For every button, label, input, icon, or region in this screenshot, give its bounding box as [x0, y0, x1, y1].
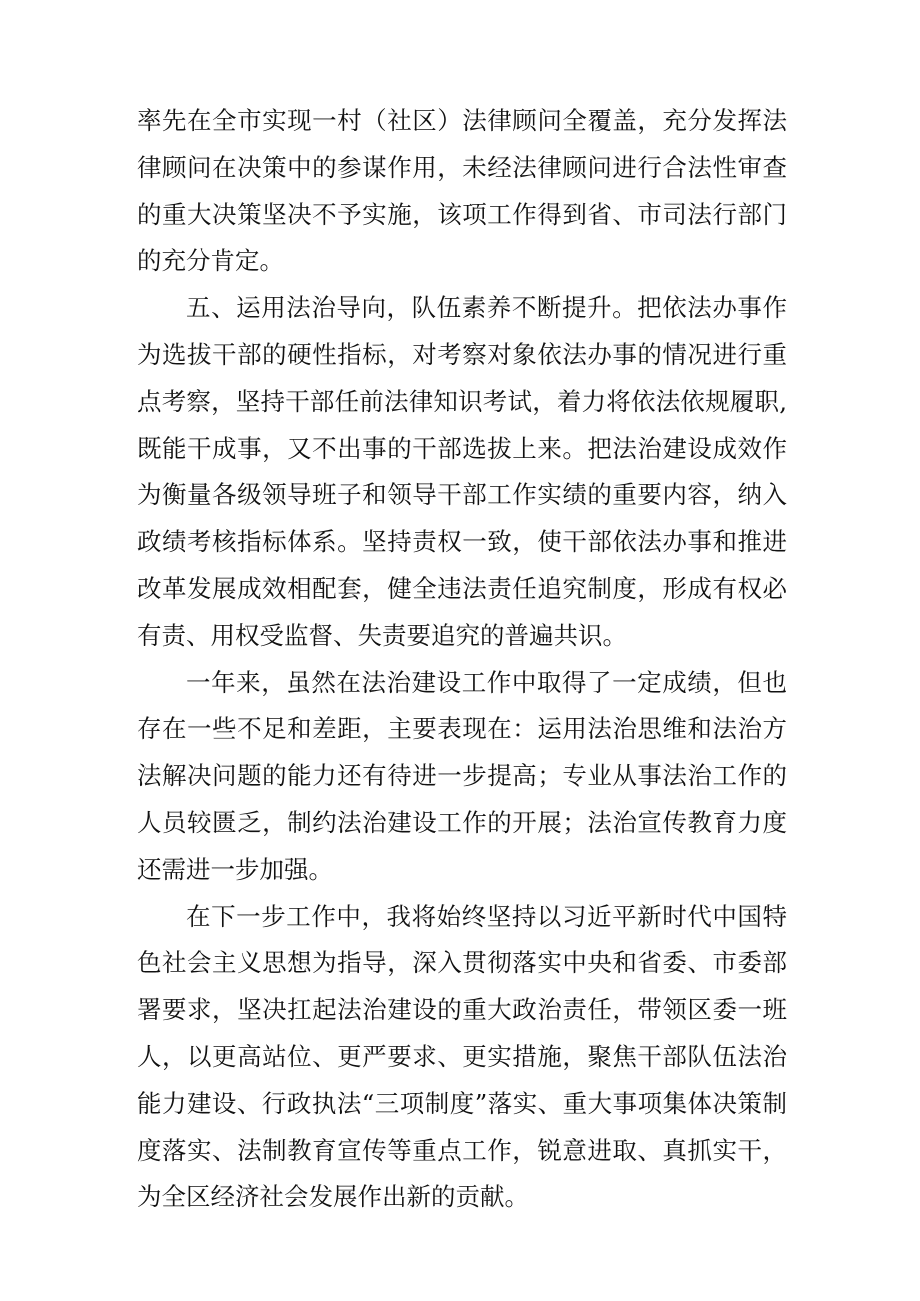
paragraph-section-five: 五、运用法治导向，队伍素养不断提升。把依法办事作为选拔干部的硬性指标，对考察对象依法办事的情况进行重点考察，坚持干部任前法律知识考试，着力将依法依规履职,既能干成事，又不出事的干部选拔上来。把法治建设成效作为衡量各级领导班子和领导干部工作实绩的重要内容，纳入政绩考核指标体系。坚持责权一致，使干部依法办事和推进改革发展成效相配套，健全违法责任追究制度，形成有权必有责、用权受监督、失责要追究的普遍共识。: [137, 293, 787, 650]
document-body: [137, 98, 787, 1221]
paragraph-shortcomings: 一年来，虽然在法治建设工作中取得了一定成绩，但也存在一些不足和差距，主要表现在：运用法治思维和法治方法解决问题的能力还有待进一步提高；专业从事法治工作的人员较匮乏，制约法治建设工作的开展；法治宣传教育力度还需进一步加强。: [137, 667, 787, 884]
paragraph-continuation: 率先在全市实现一村（社区）法律顾问全覆盖，充分发挥法律顾问在决策中的参谋作用，未经法律顾问进行合法性审查的重大决策坚决不予实施，该项工作得到省、市司法行部门的充分肯定。: [137, 106, 787, 276]
paragraph-next-steps: 在下一步工作中，我将始终坚持以习近平新时代中国特色社会主义思想为指导，深入贯彻落实中央和省委、市委部署要求，坚决扛起法治建设的重大政治责任，带领区委一班人，以更高站位、更严要求、更实措施，聚焦干部队伍法治能力建设、行政执法“三项制度”落实、重大事项集体决策制度落实、法制教育宣传等重点工作，锐意进取、真抓实干，为全区经济社会发展作出新的贡献。: [137, 901, 787, 1212]
